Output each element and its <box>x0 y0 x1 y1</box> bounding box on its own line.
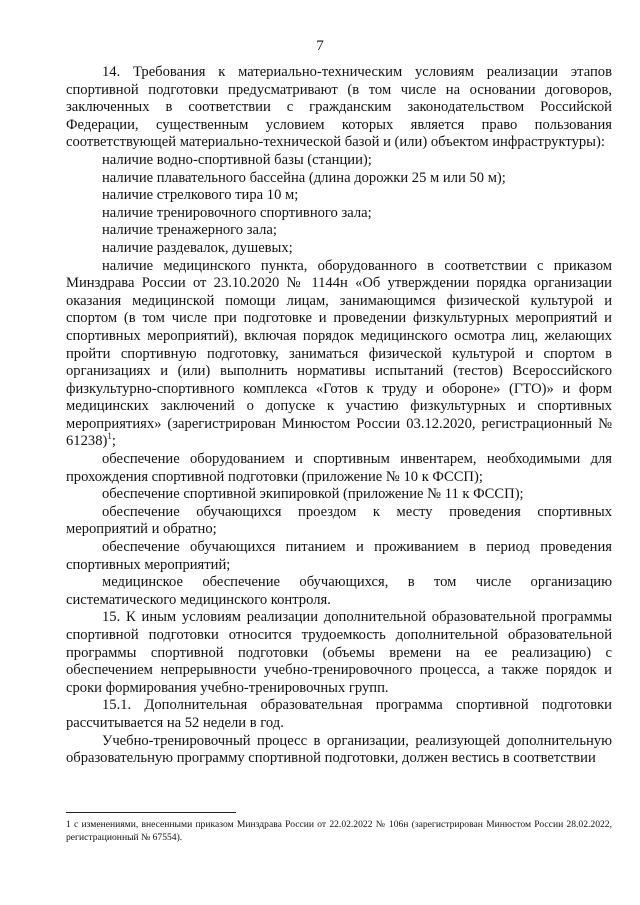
footnote-divider <box>66 812 236 813</box>
document-body <box>66 64 612 768</box>
paragraph-15-1: 15.1. Дополнительная образовательная программа спортивной подготовки рассчитывается на 52 недели в год. <box>66 697 612 731</box>
list-item: обеспечение спортивной экипировкой (приложение № 11 к ФССП); <box>102 486 524 503</box>
list-item: наличие плавательного бассейна (длина дорожки 25 м или 50 м); <box>102 169 506 186</box>
paragraph-process: Учебно-тренировочный процесс в организации, реализующей дополнительную образовательную программу спортивной подготовки, должен вестись в соответствии <box>66 732 612 767</box>
list-item-text: наличие медицинского пункта, оборудованного в соответствии с приказом Минздрава России от 23.10.2020 № 1144н «Об утверждении порядка организации оказания медицинской помощи лицам, занимающимся физической культурой и спортом (в том числе при подготовке и проведении физкультурных мероприятий и спортивных мероприятий), включая порядок медицинского осмотра лиц, желающих пройти спортивную подготовку, заниматься физической культурой и спортом в организациях и (или) выполнить нормативы испытаний (тестов) Всероссийского физкультурно-спортивного комплекса «Готов к труду и обороне» (ГТО)» и форм медицинских заключений о допуске к участию физкультурных и спортивных мероприятиях» (зарегистрирован Минюстом России 03.12.2020, регистрационный № 61238) <box>66 257 612 450</box>
list-item: наличие стрелкового тира 10 м; <box>102 187 299 204</box>
list-item: наличие раздевалок, душевых; <box>102 239 293 256</box>
list-item: наличие тренировочного спортивного зала; <box>102 204 372 221</box>
list-item-medical <box>66 258 612 452</box>
footnote: 1 с изменениями, внесенными приказом Минздрава России от 22.02.2022 № 106н (зарегистрирован Минюстом России 28.02.2022, регистрационный № 67554). <box>66 819 612 843</box>
page-number: 7 <box>316 38 324 54</box>
paragraph-14: 14. Требования к материально-техническим условиям реализации этапов спортивной подготовки предусматривают (в том числе на основании договоров, заключенных в соответствии с гражданским законодательством Российской Федерации, существенным условием которых является право пользования соответствующей материально-технической базой и (или) объектом инфраструктуры): <box>66 64 612 151</box>
list-item: наличие водно-спортивной базы (станции); <box>102 151 372 168</box>
footnote-reference: 1 <box>107 431 112 442</box>
list-item: обеспечение оборудованием и спортивным инвентарем, необходимыми для прохождения спортивной подготовки (приложение № 10 к ФССП); <box>66 451 612 485</box>
list-item-punctuation: ; <box>111 433 116 450</box>
list-item: обеспечение обучающихся проездом к месту проведения спортивных мероприятий и обратно; <box>66 503 612 538</box>
list-item: медицинское обеспечение обучающихся, в том числе организацию систематического медицинского контроля. <box>66 574 612 608</box>
paragraph-15: 15. К иным условиям реализации дополнительной образовательной программы спортивной подготовки относится трудоемкость дополнительной образовательной программы спортивной подготовки (объемы времени на ее реализацию) с обеспечением непрерывности учебно-тренировочного процесса, а также порядок и сроки формирования учебно-тренировочных групп. <box>66 609 612 696</box>
list-item: наличие тренажерного зала; <box>102 222 277 239</box>
list-item: обеспечение обучающихся питанием и проживанием в период проведения спортивных мероприятий; <box>66 539 612 573</box>
